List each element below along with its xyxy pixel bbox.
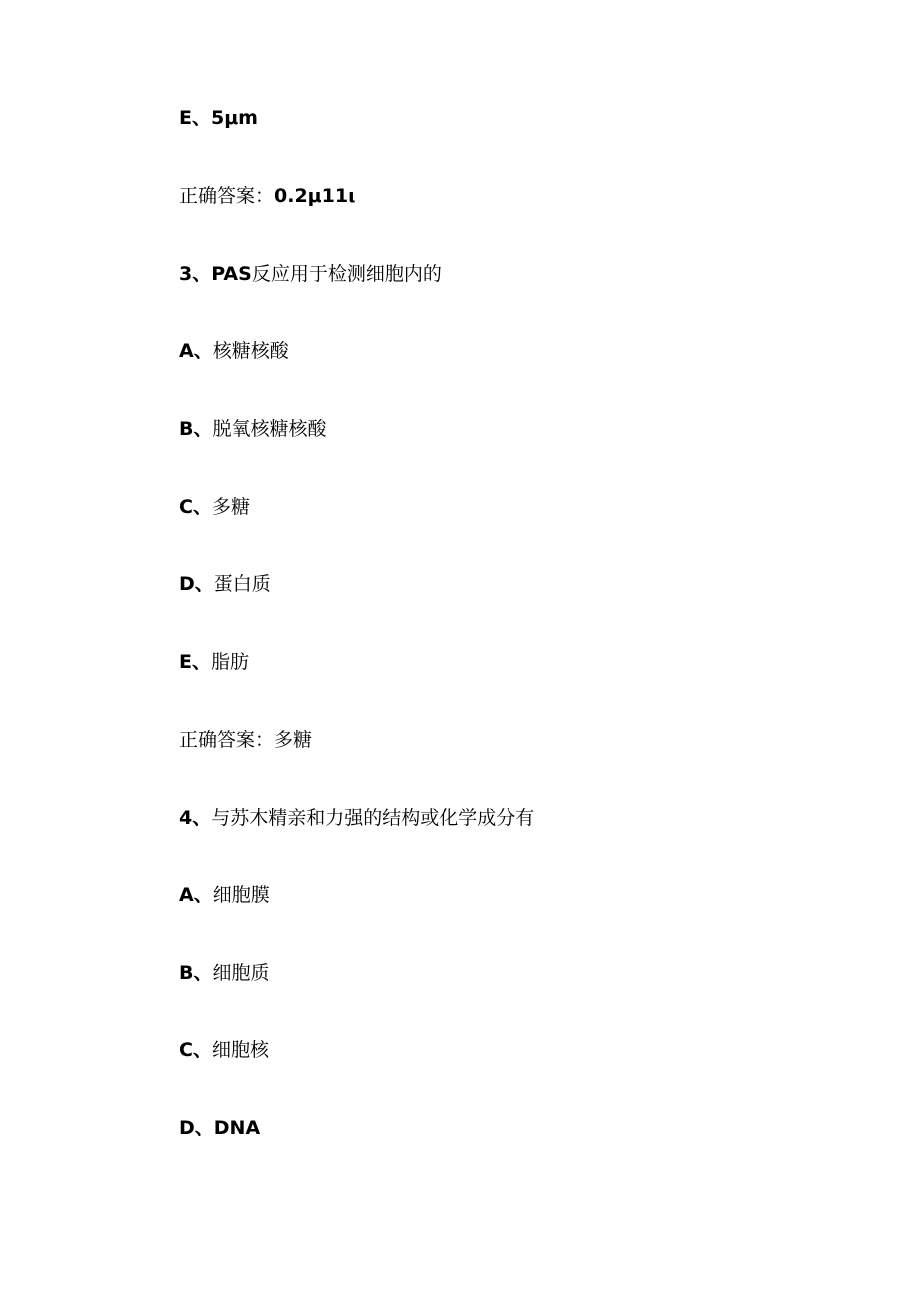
option-a-line: [179, 337, 289, 365]
option-text: 脱氧核糖核酸: [212, 418, 327, 440]
option-text: 核糖核酸: [212, 340, 289, 362]
option-text: 细胞核: [211, 1039, 269, 1061]
option-label: D、: [179, 1117, 214, 1139]
option-label: E、: [179, 107, 211, 129]
option-label: D、: [179, 573, 214, 595]
question-term: PAS: [211, 263, 252, 285]
option-d-line: [179, 570, 271, 598]
question-4: [179, 804, 534, 832]
question-number: 4、: [179, 807, 212, 829]
answer-text: 0.2μ11ι: [274, 185, 356, 207]
option-text: 脂肪: [210, 651, 249, 673]
option-d-line: [179, 1114, 260, 1142]
option-label: A、: [179, 884, 213, 906]
option-text: 细胞膜: [212, 884, 270, 906]
option-c-line: [179, 493, 250, 521]
option-text: 蛋白质: [213, 573, 271, 595]
option-e-line: [179, 648, 249, 676]
option-text: 5μm: [210, 107, 258, 129]
option-text: 多糖: [211, 496, 250, 518]
option-c-line: [179, 1036, 269, 1064]
option-label: B、: [179, 418, 213, 440]
option-e-line: [179, 104, 258, 132]
question-text: 反应用于检测细胞内的: [251, 263, 442, 285]
answer-label: 正确答案：: [179, 185, 275, 207]
option-a-line: [179, 881, 270, 909]
answer-label: 正确答案：: [179, 729, 275, 751]
question-3: [179, 260, 442, 288]
option-b-line: [179, 959, 270, 987]
option-text: DNA: [213, 1117, 261, 1139]
option-text: 细胞质: [212, 962, 270, 984]
answer-text: 多糖: [274, 729, 313, 751]
option-label: B、: [179, 962, 213, 984]
option-label: C、: [179, 496, 212, 518]
option-label: A、: [179, 340, 213, 362]
question-number: 3、: [179, 263, 212, 285]
option-b-line: [179, 415, 327, 443]
answer-line: [179, 182, 356, 210]
option-label: C、: [179, 1039, 212, 1061]
question-text: 与苏木精亲和力强的结构或化学成分有: [211, 807, 535, 829]
answer-line: [179, 726, 312, 754]
option-label: E、: [179, 651, 211, 673]
